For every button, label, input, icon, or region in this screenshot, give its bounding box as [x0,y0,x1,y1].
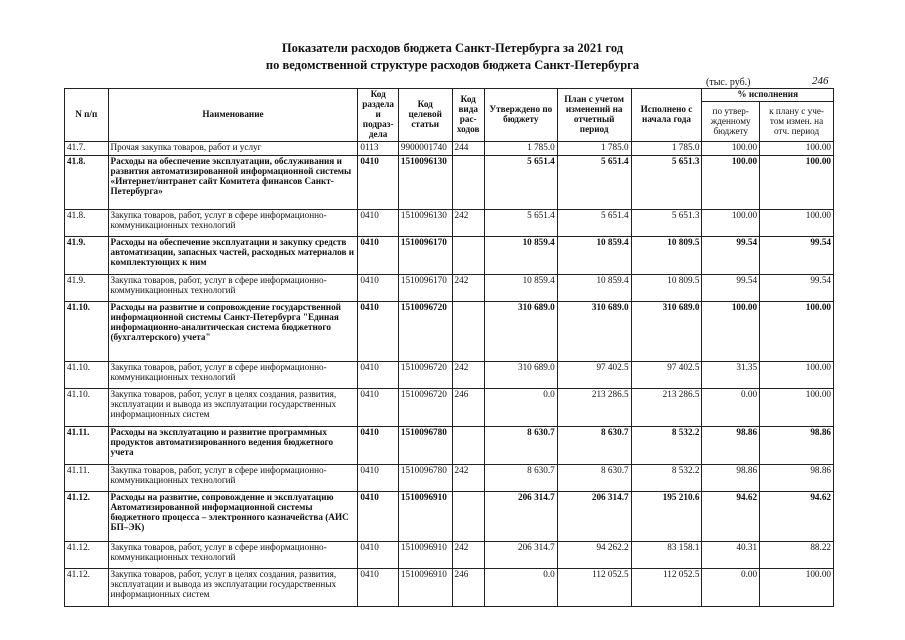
row-section-code: 0113 [358,141,398,155]
table-row [65,361,834,388]
row-name: Закупка товаров, работ, услуг в сфере информационно-коммуникационных технологий [108,464,358,491]
row-kind-code [452,155,484,209]
units-label: (тыс. руб.) [706,77,751,88]
page-number: 246 [812,75,829,87]
row-pct-approved: 100.00 [702,209,760,236]
row-executed: 97 402.5 [631,361,702,388]
col-header-approved: Утверждено по бюджету [484,89,557,142]
row-name: Закупка товаров, работ, услуг в сфере информационно-коммуникационных технологий [108,209,358,236]
row-pct-plan: 100.00 [760,301,834,361]
table-row [65,388,834,426]
row-target-code: 1510096720 [398,361,452,388]
row-executed: 1 785.0 [631,141,702,155]
row-number: 41.11. [65,464,109,491]
row-kind-code: 242 [452,541,484,568]
row-pct-approved: 98.86 [702,464,760,491]
table-row [65,155,834,209]
row-kind-code [452,301,484,361]
row-target-code: 1510096130 [398,209,452,236]
row-number: 41.10. [65,301,109,361]
row-number: 41.9. [65,274,109,301]
row-kind-code: 242 [452,274,484,301]
row-name: Закупка товаров, работ, услуг в сфере информационно-коммуникационных технологий [108,541,358,568]
row-kind-code: 244 [452,141,484,155]
row-pct-approved: 0.00 [702,568,760,606]
row-approved: 10 859.4 [484,274,557,301]
row-plan: 213 286.5 [557,388,631,426]
col-header-np: N п/п [65,89,109,142]
row-number: 41.12. [65,568,109,606]
row-pct-plan: 100.00 [760,141,834,155]
row-kind-code: 246 [452,388,484,426]
row-executed: 8 532.2 [631,464,702,491]
col-header-pct-group: % исполнения [702,89,834,102]
row-kind-code: 246 [452,568,484,606]
table-header [65,89,834,142]
row-pct-approved: 98.86 [702,426,760,464]
col-header-name: Наименование [108,89,358,142]
row-section-code: 0410 [358,155,398,209]
row-target-code: 9900001740 [398,141,452,155]
row-target-code: 1510096720 [398,388,452,426]
table-row [65,491,834,541]
table-row [65,541,834,568]
row-pct-approved: 99.54 [702,274,760,301]
row-approved: 5 651.4 [484,155,557,209]
row-name: Расходы на эксплуатацию и развитие программных продуктов автоматизированного ведения бюджетного учета [108,426,358,464]
row-plan: 10 859.4 [557,274,631,301]
table-row [65,141,834,155]
row-section-code: 0410 [358,274,398,301]
row-plan: 1 785.0 [557,141,631,155]
row-executed: 10 809.5 [631,274,702,301]
row-section-code: 0410 [358,426,398,464]
row-number: 41.7. [65,141,109,155]
row-pct-approved: 100.00 [702,141,760,155]
col-header-section: Код раздела и подраз-дела [358,89,398,142]
row-target-code: 1510096170 [398,236,452,274]
row-target-code: 1510096910 [398,491,452,541]
table-row [65,426,834,464]
row-number: 41.11. [65,426,109,464]
row-number: 41.12. [65,541,109,568]
row-executed: 5 651.3 [631,209,702,236]
col-header-pct-approved: по утвер-жденному бюджету [702,102,760,141]
row-section-code: 0410 [358,301,398,361]
row-name: Расходы на развитие, сопровождение и эксплуатацию Автоматизированной информационной системы бюджетного процесса – электронного казначейства (АИС БП–ЭК) [108,491,358,541]
row-pct-plan: 100.00 [760,361,834,388]
row-plan: 206 314.7 [557,491,631,541]
row-pct-plan: 94.62 [760,491,834,541]
row-number: 41.9. [65,236,109,274]
row-pct-plan: 99.54 [760,236,834,274]
row-executed: 8 532.2 [631,426,702,464]
col-header-kind: Код вида рас-ходов [452,89,484,142]
col-header-pct-plan: к плану с уче-том измен. на отч. период [760,102,834,141]
row-pct-approved: 94.62 [702,491,760,541]
row-plan: 5 651.4 [557,209,631,236]
row-kind-code: 242 [452,361,484,388]
row-approved: 1 785.0 [484,141,557,155]
row-pct-plan: 100.00 [760,155,834,209]
row-executed: 310 689.0 [631,301,702,361]
row-pct-approved: 31.35 [702,361,760,388]
row-name: Закупка товаров, работ, услуг в сфере информационно-коммуникационных технологий [108,361,358,388]
row-section-code: 0410 [358,491,398,541]
report-title-line1: Показатели расходов бюджета Санкт-Петербурга за 2021 год [281,41,624,55]
row-name: Расходы на развитие и сопровождение государственной информационной системы Санкт-Петербурга "Единая информационно-аналитическая система бюджетного (бухгалтерского) учета" [108,301,358,361]
row-name: Закупка товаров, работ, услуг в целях создания, развития, эксплуатации и вывода из эксплуатации государственных информационных систем [108,568,358,606]
row-approved: 0.0 [484,388,557,426]
row-pct-plan: 100.00 [760,209,834,236]
row-approved: 10 859.4 [484,236,557,274]
table-row [65,464,834,491]
row-kind-code [452,491,484,541]
row-executed: 195 210.6 [631,491,702,541]
row-executed: 112 052.5 [631,568,702,606]
row-pct-plan: 88.22 [760,541,834,568]
row-pct-approved: 0.00 [702,388,760,426]
row-plan: 8 630.7 [557,426,631,464]
row-target-code: 1510096910 [398,568,452,606]
row-number: 41.12. [65,491,109,541]
row-name: Закупка товаров, работ, услуг в сфере информационно-коммуникационных технологий [108,274,358,301]
row-plan: 8 630.7 [557,464,631,491]
row-section-code: 0410 [358,541,398,568]
col-header-target: Код целевой статьи [398,89,452,142]
row-section-code: 0410 [358,568,398,606]
row-name: Закупка товаров, работ, услуг в целях создания, развития, эксплуатации и вывода из эксплуатации государственных информационных систем [108,388,358,426]
row-pct-plan: 99.54 [760,274,834,301]
table-body [65,141,834,606]
row-section-code: 0410 [358,388,398,426]
row-approved: 310 689.0 [484,361,557,388]
row-plan: 10 859.4 [557,236,631,274]
table-row [65,301,834,361]
row-approved: 0.0 [484,568,557,606]
row-approved: 5 651.4 [484,209,557,236]
row-pct-plan: 100.00 [760,568,834,606]
row-section-code: 0410 [358,464,398,491]
row-approved: 206 314.7 [484,541,557,568]
row-plan: 112 052.5 [557,568,631,606]
row-executed: 83 158.1 [631,541,702,568]
row-number: 41.10. [65,361,109,388]
expenses-table [64,88,834,607]
row-number: 41.8. [65,155,109,209]
row-plan: 310 689.0 [557,301,631,361]
table-row [65,274,834,301]
row-section-code: 0410 [358,209,398,236]
row-target-code: 1510096910 [398,541,452,568]
row-target-code: 1510096130 [398,155,452,209]
report-title-line2: по ведомственной структуре расходов бюджета Санкт-Петербурга [265,58,640,72]
row-section-code: 0410 [358,236,398,274]
row-target-code: 1510096720 [398,301,452,361]
row-pct-plan: 100.00 [760,388,834,426]
row-kind-code: 242 [452,209,484,236]
col-header-plan: План с учетом изменений на отчетный период [557,89,631,142]
row-target-code: 1510096170 [398,274,452,301]
col-header-executed: Исполнено с начала года [631,89,702,142]
row-executed: 213 286.5 [631,388,702,426]
row-pct-approved: 100.00 [702,301,760,361]
table-row [65,209,834,236]
row-pct-approved: 99.54 [702,236,760,274]
row-name: Расходы на обеспечение эксплуатации, обслуживания и развития автоматизированной информационной системы «Интернет/интранет сайт Комитета финансов Санкт-Петербурга» [108,155,358,209]
row-kind-code: 242 [452,464,484,491]
row-executed: 10 809.5 [631,236,702,274]
row-section-code: 0410 [358,361,398,388]
row-approved: 206 314.7 [484,491,557,541]
row-name: Расходы на обеспечение эксплуатации и закупку средств автоматизации, запасных частей, расходных материалов и комплектующих к ним [108,236,358,274]
row-name: Прочая закупка товаров, работ и услуг [108,141,358,155]
row-executed: 5 651.3 [631,155,702,209]
row-target-code: 1510096780 [398,464,452,491]
row-target-code: 1510096780 [398,426,452,464]
row-approved: 8 630.7 [484,464,557,491]
row-kind-code [452,236,484,274]
row-number: 41.8. [65,209,109,236]
table-row [65,236,834,274]
row-plan: 94 262.2 [557,541,631,568]
row-number: 41.10. [65,388,109,426]
row-kind-code [452,426,484,464]
table-row [65,568,834,606]
row-approved: 310 689.0 [484,301,557,361]
row-plan: 97 402.5 [557,361,631,388]
row-pct-plan: 98.86 [760,464,834,491]
row-approved: 8 630.7 [484,426,557,464]
row-pct-approved: 40.31 [702,541,760,568]
row-plan: 5 651.4 [557,155,631,209]
row-pct-plan: 98.86 [760,426,834,464]
row-pct-approved: 100.00 [702,155,760,209]
